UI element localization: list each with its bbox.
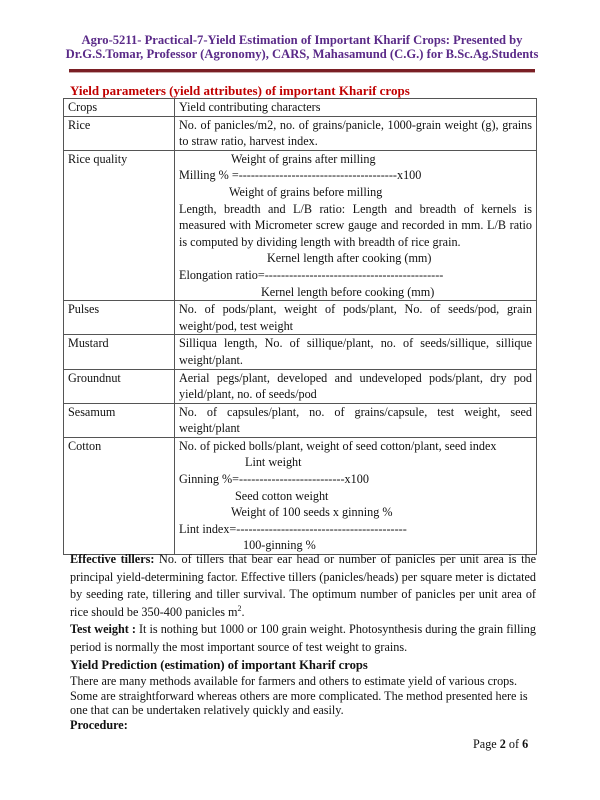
yield-prediction-text	[70, 674, 540, 732]
page-number	[473, 737, 528, 752]
lint-index-formula: Lint index=------------------------------------------	[179, 521, 407, 536]
text-line: There are many methods available for farmers and others to estimate yield of various crops.	[70, 674, 518, 688]
table-row	[64, 150, 537, 300]
header-line-1: Agro-5211- Practical-7-Yield Estimation of Important Kharif Crops: Presented by	[81, 33, 523, 47]
current-page: 2	[499, 737, 506, 751]
header-line-2: Dr.G.S.Tomar, Professor (Agronomy), CARS, Mahasamund (C.G.) for B.Sc.Ag.Students	[65, 47, 539, 61]
milling-formula-denominator: Weight of grains before milling	[229, 184, 383, 199]
text-line: Some are straightforward whereas others are more complicated. The method presented here is	[70, 688, 528, 703]
effective-tillers-label: Effective tillers:	[70, 552, 155, 566]
table-row	[64, 116, 537, 150]
header-divider	[69, 69, 535, 73]
page-of: of	[505, 737, 523, 751]
yield-parameters-table	[63, 98, 537, 555]
milling-formula: Milling % =---------------------------------------x100	[179, 168, 422, 183]
procedure-label: Procedure:	[70, 717, 128, 732]
test-weight-paragraph	[70, 621, 536, 656]
ginning-formula-numerator: Lint weight	[245, 455, 302, 470]
crop-name: Rice quality	[64, 150, 175, 300]
crop-name: Cotton	[64, 437, 175, 554]
yield-prediction-heading: Yield Prediction (estimation) of important Kharif crops	[70, 658, 368, 672]
crop-name: Sesamum	[64, 403, 175, 437]
lint-index-numerator: Weight of 100 seeds x ginning %	[231, 505, 393, 520]
effective-tillers-paragraph	[70, 551, 536, 621]
rice-quality-characters	[175, 150, 537, 300]
crop-characters: No. of pods/plant, weight of pods/plant, No. of seeds/pod, grain weight/pod, test weight	[175, 301, 537, 335]
column-header-crops: Crops	[64, 99, 175, 117]
crop-characters: Silliqua length, No. of sillique/plant, no. of seeds/sillique, sillique weight/plant.	[175, 335, 537, 369]
period: .	[241, 604, 245, 619]
elongation-formula-numerator: Kernel length after cooking (mm)	[267, 251, 432, 266]
column-header-characters: Yield contributing characters	[175, 99, 537, 117]
document-header	[64, 33, 540, 61]
elongation-formula: Elongation ratio=--------------------------------------------	[179, 267, 444, 282]
superscript: 2	[237, 603, 242, 613]
table-row	[64, 369, 537, 403]
ginning-formula-denominator: Seed cotton weight	[235, 488, 329, 503]
section-title: Yield parameters (yield attributes) of important Kharif crops	[70, 83, 410, 98]
milling-formula-numerator: Weight of grains after milling	[231, 151, 376, 166]
table-row	[64, 301, 537, 335]
cotton-characters	[175, 437, 537, 554]
crop-name: Pulses	[64, 301, 175, 335]
crop-characters: No. of capsules/plant, no. of grains/capsule, test weight, seed weight/plant	[175, 403, 537, 437]
ginning-formula: Ginning %=--------------------------x100	[179, 472, 369, 487]
lb-ratio-text: Length, breadth and L/B ratio: Length and breadth of kernels is measured with Micrometer screw gauge and recorded in mm. L/B ratio is computed by dividing length with breadth of rice grain.	[179, 201, 532, 249]
elongation-formula-denominator: Kernel length before cooking (mm)	[261, 284, 435, 299]
table-row	[64, 403, 537, 437]
table-row	[64, 437, 537, 554]
crop-name: Groundnut	[64, 369, 175, 403]
crop-characters: Aerial pegs/plant, developed and undeveloped pods/plant, dry pod yield/plant, no. of seeds/pod	[175, 369, 537, 403]
test-weight-label: Test weight :	[70, 622, 136, 636]
table-row	[64, 335, 537, 369]
total-pages: 6	[522, 737, 529, 751]
table-header-row	[64, 99, 537, 117]
crop-characters: No. of panicles/m2, no. of grains/panicle, 1000-grain weight (g), grains to straw ratio, harvest index.	[175, 116, 537, 150]
cotton-desc: No. of picked bolls/plant, weight of seed cotton/plant, seed index	[179, 438, 497, 453]
crop-name: Rice	[64, 116, 175, 150]
lint-index-denominator: 100-ginning %	[243, 538, 316, 553]
crop-name: Mustard	[64, 335, 175, 369]
test-weight-text: It is nothing but 1000 or 100 grain weight. Photosynthesis during the grain filling period is normally the most important source of test weight to grains.	[70, 622, 536, 654]
text-line: one that can be undertaken relatively quickly and easily.	[70, 703, 344, 717]
page-prefix: Page	[473, 737, 500, 751]
effective-tillers-text: No. of tillers that bear ear head or number of panicles per unit area is the principal yield-determining factor. Effective tillers (panicles/heads) per square meter is dictated by seeding rate, tillering and tiller survival. The optimum number of panicles per unit area of rice should be 350-400 panicles m	[70, 552, 536, 619]
